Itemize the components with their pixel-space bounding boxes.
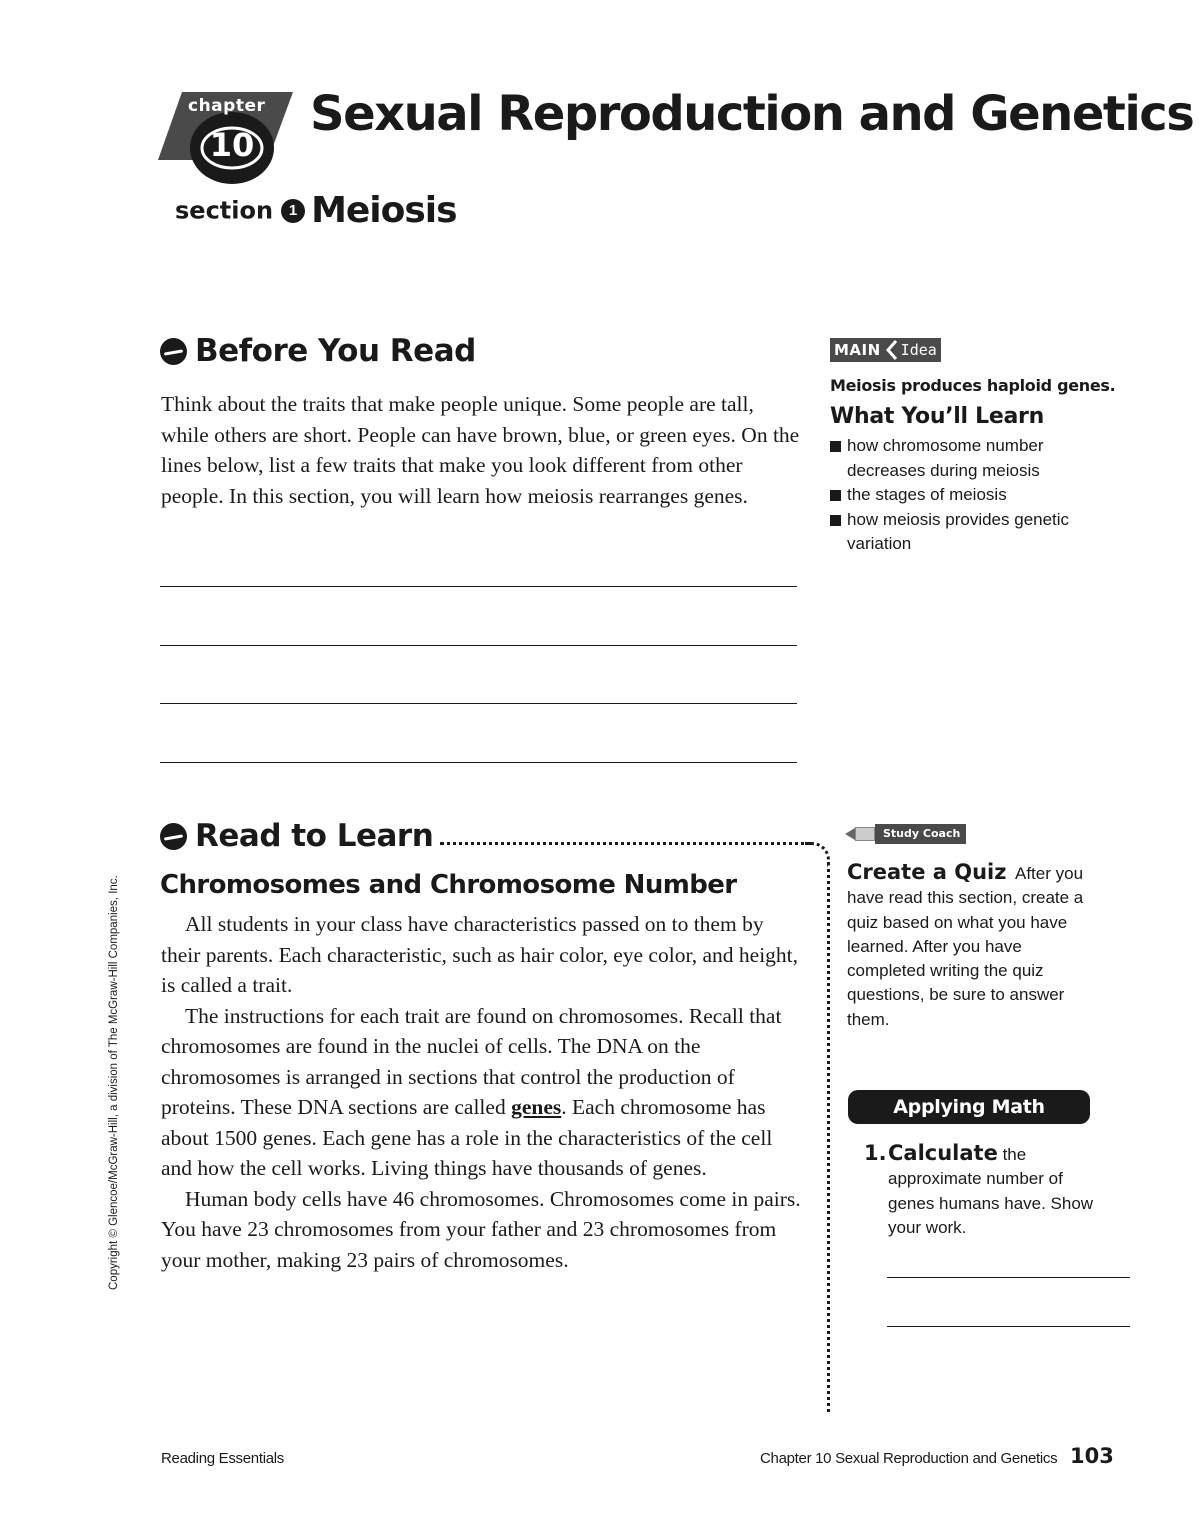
applying-math-banner: Applying Math — [848, 1090, 1090, 1124]
answer-line[interactable] — [160, 586, 797, 587]
study-coach-body: After you have read this section, create a quiz based on what you have learned. After you have completed writing the quiz questions, be sure to answer them. — [847, 864, 1084, 1029]
before-you-read-paragraph: Think about the traits that make people unique. Some people are tall, while others are short. People can have brown, blue, or green eyes. On the lines below, list a few traits that make you look different from other people. In this section, you will learn how meiosis rearranges genes. — [161, 392, 800, 508]
what-youll-learn-heading: What You’ll Learn — [830, 404, 1044, 429]
chromosome-subheading: Chromosomes and Chromosome Number — [160, 870, 737, 900]
footer-right: Chapter 10 Sexual Reproduction and Genetics — [760, 1450, 1058, 1467]
body-paragraph: All students in your class have characteristics passed on to them by their parents. Each characteristic, such as hair color, eye color, and height, is called a trait. — [161, 912, 799, 997]
body-text-run: . Each chromosome has about 1500 genes. Each gene has a role in the characteristics of the cell and how the cell works. Living things have thousands of genes. — [161, 1095, 773, 1180]
answer-line[interactable] — [160, 703, 797, 704]
before-you-read-title: Before You Read — [195, 333, 476, 369]
read-to-learn-body — [161, 909, 806, 1275]
study-coach-text — [847, 860, 1102, 1032]
main-idea-statement: Meiosis produces haploid genes. — [830, 376, 1116, 395]
list-item: the stages of meiosis — [830, 483, 1100, 508]
list-item: how meiosis provides genetic variation — [830, 508, 1100, 557]
page-number: 103 — [1070, 1444, 1114, 1468]
dotted-divider — [440, 842, 812, 845]
heading-bullet-icon — [160, 823, 187, 850]
chapter-label: chapter — [188, 96, 266, 116]
key-term-genes: genes — [511, 1095, 562, 1119]
pencil-shaft — [855, 827, 875, 841]
answer-line[interactable] — [887, 1277, 1130, 1278]
section-label: section — [175, 196, 274, 225]
before-you-read-heading — [160, 333, 476, 369]
question-number: 1. — [864, 1141, 887, 1165]
chevron-left-icon — [885, 338, 899, 362]
heading-bullet-icon — [160, 338, 187, 365]
read-to-learn-title: Read to Learn — [195, 818, 434, 854]
chapter-badge — [158, 90, 293, 190]
answer-line[interactable] — [160, 762, 797, 763]
chapter-title: Sexual Reproduction and Genetics — [310, 86, 1194, 142]
learn-list — [830, 434, 1100, 557]
read-to-learn-heading — [160, 818, 433, 854]
answer-line[interactable] — [160, 645, 797, 646]
list-item: how chromosome number decreases during meiosis — [830, 434, 1100, 483]
math-question-lead: Calculate — [888, 1141, 998, 1165]
main-idea-tag-idea: Idea — [899, 338, 941, 362]
math-question — [888, 1141, 1098, 1240]
study-coach-lead: Create a Quiz — [847, 860, 1007, 884]
dotted-divider-vertical — [827, 862, 830, 1412]
section-title: Meiosis — [311, 190, 457, 231]
copyright-notice: Copyright © Glencoe/McGraw-Hill, a division of The McGraw-Hill Companies, Inc. — [108, 875, 120, 1290]
section-heading — [175, 190, 457, 240]
body-paragraph — [161, 1001, 806, 1184]
footer-left: Reading Essentials — [161, 1450, 285, 1467]
before-you-read-text — [161, 389, 801, 511]
body-paragraph: Human body cells have 46 chromosomes. Chromosomes come in pairs. You have 23 chromosomes from your father and 23 chromosomes from your mother, making 23 pairs of chromosomes. — [161, 1186, 801, 1272]
chapter-number: 10 — [209, 126, 255, 164]
main-idea-tag-main: MAIN — [830, 338, 885, 362]
math-question-number — [864, 1141, 887, 1165]
body-text-run: The instructions for each trait are found on chromosomes. Recall that chromosomes are found in the nuclei of cells. The DNA on the chromosomes is arranged in sections that control the production of proteins. These DNA sections are called — [161, 1003, 782, 1119]
study-coach-label: Study Coach — [875, 824, 966, 844]
answer-line[interactable] — [887, 1326, 1130, 1327]
study-coach-tag — [845, 823, 966, 845]
main-idea-tag — [830, 338, 941, 362]
section-number: 1 — [281, 199, 305, 223]
pencil-icon — [845, 828, 855, 840]
math-question-body: the approximate number of genes humans have. Show your work. — [888, 1145, 1094, 1237]
